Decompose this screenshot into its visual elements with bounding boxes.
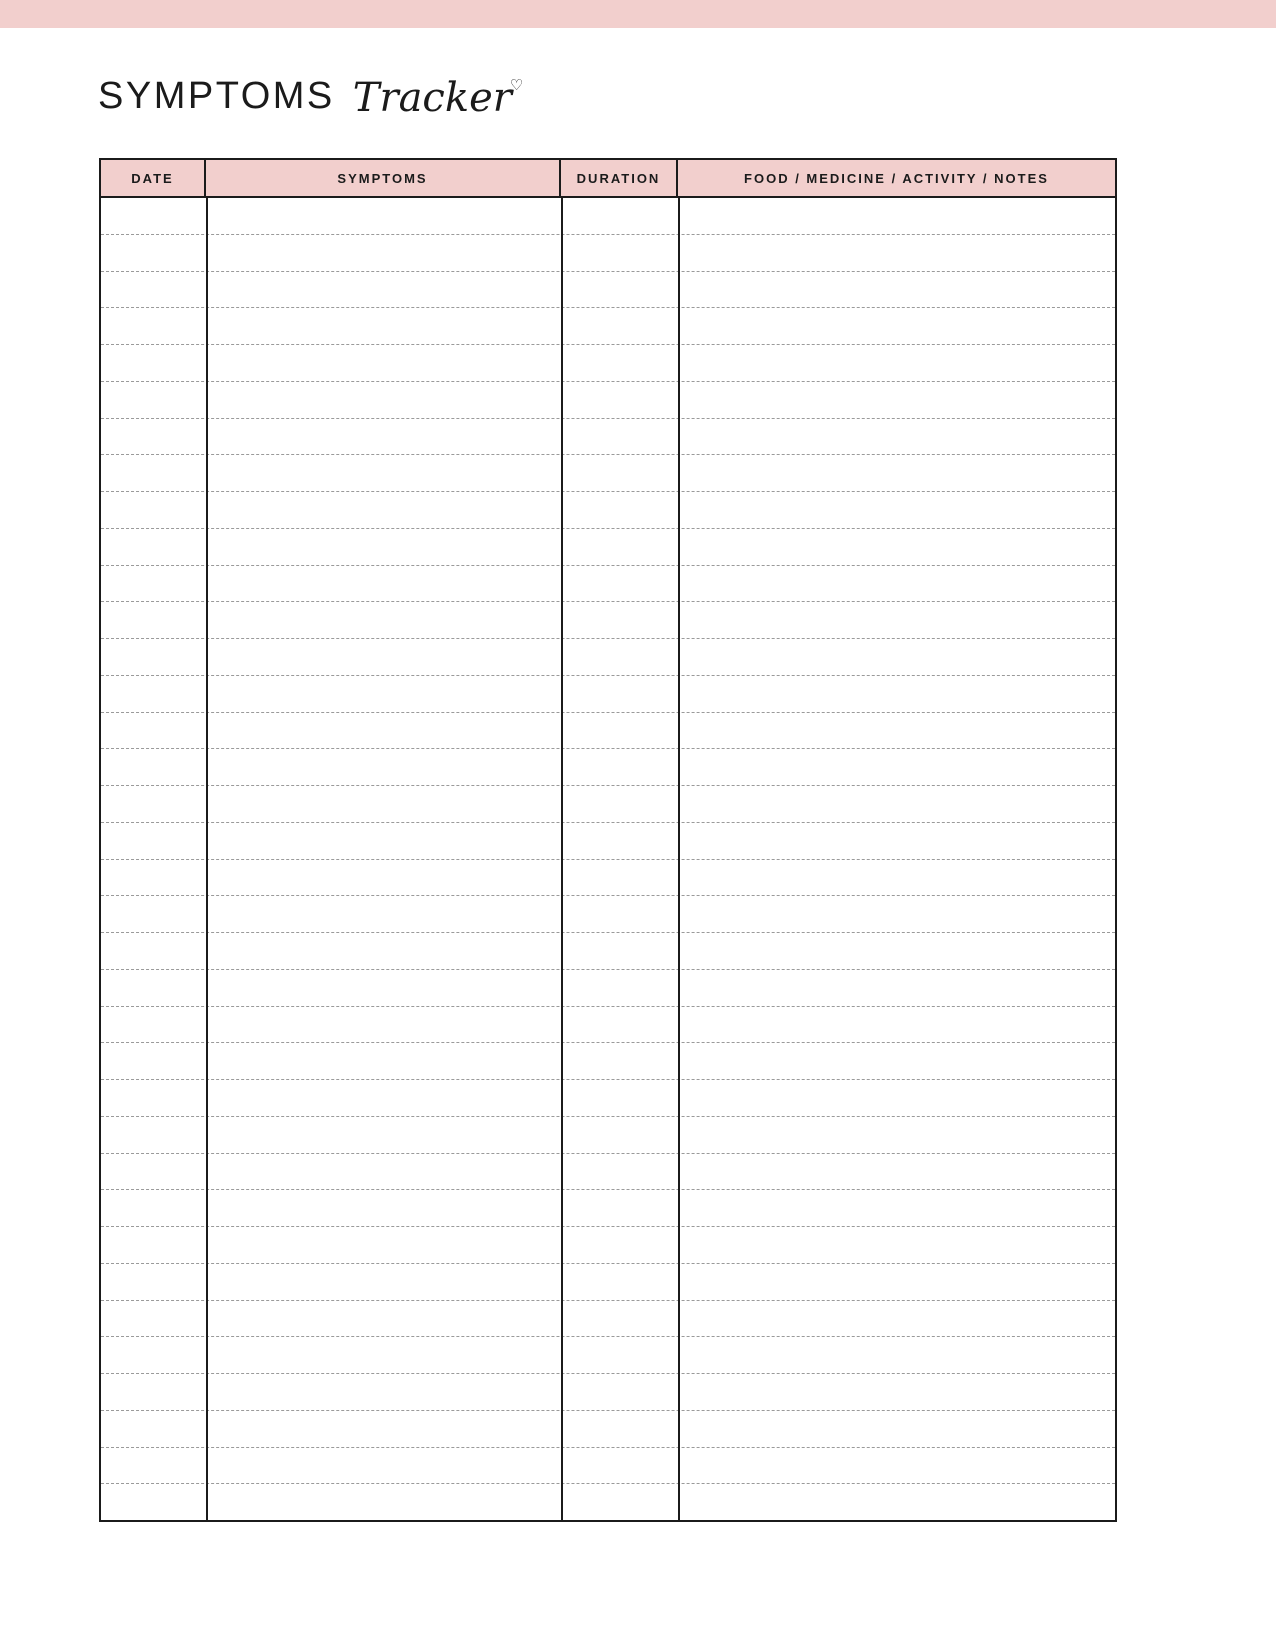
cell-dur[interactable] bbox=[561, 860, 678, 896]
table-row[interactable] bbox=[101, 639, 1115, 676]
cell-date[interactable] bbox=[101, 455, 206, 491]
cell-dur[interactable] bbox=[561, 1154, 678, 1190]
table-row[interactable] bbox=[101, 492, 1115, 529]
cell-notes[interactable] bbox=[678, 970, 1115, 1006]
cell-notes[interactable] bbox=[678, 382, 1115, 418]
page-title bbox=[98, 55, 525, 121]
cell-notes[interactable] bbox=[678, 639, 1115, 675]
cell-sym[interactable] bbox=[206, 382, 561, 418]
cell-sym[interactable] bbox=[206, 235, 561, 271]
cell-sym[interactable] bbox=[206, 1007, 561, 1043]
cell-notes[interactable] bbox=[678, 419, 1115, 455]
table-row[interactable] bbox=[101, 1448, 1115, 1485]
table-row[interactable] bbox=[101, 345, 1115, 382]
cell-dur[interactable] bbox=[561, 1337, 678, 1373]
cell-notes[interactable] bbox=[678, 786, 1115, 822]
cell-date[interactable] bbox=[101, 823, 206, 859]
cell-date[interactable] bbox=[101, 235, 206, 271]
cell-date[interactable] bbox=[101, 492, 206, 528]
cell-dur[interactable] bbox=[561, 1190, 678, 1226]
cell-notes[interactable] bbox=[678, 198, 1115, 234]
cell-notes[interactable] bbox=[678, 492, 1115, 528]
cell-date[interactable] bbox=[101, 419, 206, 455]
column-header-date: DATE bbox=[101, 160, 206, 196]
cell-date[interactable] bbox=[101, 1264, 206, 1300]
table-row[interactable] bbox=[101, 1190, 1115, 1227]
cell-sym[interactable] bbox=[206, 1117, 561, 1153]
cell-date[interactable] bbox=[101, 198, 206, 234]
cell-notes[interactable] bbox=[678, 235, 1115, 271]
cell-notes[interactable] bbox=[678, 345, 1115, 381]
cell-dur[interactable] bbox=[561, 970, 678, 1006]
cell-date[interactable] bbox=[101, 382, 206, 418]
table-body bbox=[101, 198, 1115, 1520]
cell-notes[interactable] bbox=[678, 1301, 1115, 1337]
cell-date[interactable] bbox=[101, 639, 206, 675]
table-row[interactable] bbox=[101, 1080, 1115, 1117]
cell-sym[interactable] bbox=[206, 419, 561, 455]
cell-sym[interactable] bbox=[206, 455, 561, 491]
cell-sym[interactable] bbox=[206, 272, 561, 308]
table-row[interactable] bbox=[101, 272, 1115, 309]
table-row[interactable] bbox=[101, 786, 1115, 823]
table-row[interactable] bbox=[101, 382, 1115, 419]
table-row[interactable] bbox=[101, 713, 1115, 750]
cell-dur[interactable] bbox=[561, 382, 678, 418]
cell-date[interactable] bbox=[101, 1043, 206, 1079]
cell-date[interactable] bbox=[101, 308, 206, 344]
cell-date[interactable] bbox=[101, 1448, 206, 1484]
cell-notes[interactable] bbox=[678, 676, 1115, 712]
cell-dur[interactable] bbox=[561, 419, 678, 455]
cell-notes[interactable] bbox=[678, 1227, 1115, 1263]
cell-sym[interactable] bbox=[206, 970, 561, 1006]
cell-sym[interactable] bbox=[206, 529, 561, 565]
table-row[interactable] bbox=[101, 529, 1115, 566]
cell-dur[interactable] bbox=[561, 1117, 678, 1153]
cell-notes[interactable] bbox=[678, 455, 1115, 491]
table-row[interactable] bbox=[101, 933, 1115, 970]
table-row[interactable] bbox=[101, 235, 1115, 272]
cell-dur[interactable] bbox=[561, 529, 678, 565]
cell-date[interactable] bbox=[101, 713, 206, 749]
cell-notes[interactable] bbox=[678, 1154, 1115, 1190]
cell-sym[interactable] bbox=[206, 602, 561, 638]
cell-sym[interactable] bbox=[206, 345, 561, 381]
cell-date[interactable] bbox=[101, 1301, 206, 1337]
column-header-notes: FOOD / MEDICINE / ACTIVITY / NOTES bbox=[744, 170, 1049, 186]
cell-notes[interactable] bbox=[678, 602, 1115, 638]
cell-date[interactable] bbox=[101, 1484, 206, 1520]
cell-sym[interactable] bbox=[206, 713, 561, 749]
cell-dur[interactable] bbox=[561, 676, 678, 712]
cell-notes[interactable] bbox=[678, 1080, 1115, 1116]
cell-date[interactable] bbox=[101, 676, 206, 712]
cell-notes[interactable] bbox=[678, 896, 1115, 932]
table-row[interactable] bbox=[101, 896, 1115, 933]
cell-dur[interactable] bbox=[561, 198, 678, 234]
cell-sym[interactable] bbox=[206, 308, 561, 344]
table-row[interactable] bbox=[101, 970, 1115, 1007]
cell-date[interactable] bbox=[101, 1117, 206, 1153]
cell-sym[interactable] bbox=[206, 1411, 561, 1447]
cell-notes[interactable] bbox=[678, 566, 1115, 602]
cell-dur[interactable] bbox=[561, 933, 678, 969]
table-row[interactable] bbox=[101, 860, 1115, 897]
cell-dur[interactable] bbox=[561, 1448, 678, 1484]
cell-sym[interactable] bbox=[206, 749, 561, 785]
cell-sym[interactable] bbox=[206, 1227, 561, 1263]
page-title-main: SYMPTOMS bbox=[98, 75, 335, 117]
cell-notes[interactable] bbox=[678, 308, 1115, 344]
cell-dur[interactable] bbox=[561, 308, 678, 344]
cell-notes[interactable] bbox=[678, 713, 1115, 749]
cell-dur[interactable] bbox=[561, 1484, 678, 1520]
table-row[interactable] bbox=[101, 1374, 1115, 1411]
cell-date[interactable] bbox=[101, 1411, 206, 1447]
cell-sym[interactable] bbox=[206, 1448, 561, 1484]
table-row[interactable] bbox=[101, 1337, 1115, 1374]
cell-date[interactable] bbox=[101, 566, 206, 602]
cell-dur[interactable] bbox=[561, 786, 678, 822]
cell-dur[interactable] bbox=[561, 345, 678, 381]
table-row[interactable] bbox=[101, 1301, 1115, 1338]
cell-sym[interactable] bbox=[206, 566, 561, 602]
cell-notes[interactable] bbox=[678, 1337, 1115, 1373]
cell-notes[interactable] bbox=[678, 1043, 1115, 1079]
cell-date[interactable] bbox=[101, 1007, 206, 1043]
cell-date[interactable] bbox=[101, 602, 206, 638]
table-row[interactable] bbox=[101, 1154, 1115, 1191]
table-row[interactable] bbox=[101, 1484, 1115, 1520]
column-divider-symptoms bbox=[561, 198, 563, 1520]
cell-dur[interactable] bbox=[561, 455, 678, 491]
cell-notes[interactable] bbox=[678, 1117, 1115, 1153]
cell-dur[interactable] bbox=[561, 749, 678, 785]
cell-date[interactable] bbox=[101, 1337, 206, 1373]
table-row[interactable] bbox=[101, 1411, 1115, 1448]
cell-dur[interactable] bbox=[561, 1080, 678, 1116]
cell-sym[interactable] bbox=[206, 198, 561, 234]
cell-sym[interactable] bbox=[206, 1301, 561, 1337]
column-divider-duration bbox=[678, 198, 680, 1520]
cell-date[interactable] bbox=[101, 786, 206, 822]
table-row[interactable] bbox=[101, 198, 1115, 235]
cell-date[interactable] bbox=[101, 1374, 206, 1410]
table-row[interactable] bbox=[101, 749, 1115, 786]
cell-dur[interactable] bbox=[561, 1007, 678, 1043]
cell-date[interactable] bbox=[101, 1227, 206, 1263]
table-header-row bbox=[101, 160, 1115, 198]
cell-dur[interactable] bbox=[561, 272, 678, 308]
table-row[interactable] bbox=[101, 455, 1115, 492]
cell-dur[interactable] bbox=[561, 492, 678, 528]
cell-notes[interactable] bbox=[678, 1484, 1115, 1520]
table-row[interactable] bbox=[101, 1007, 1115, 1044]
cell-date[interactable] bbox=[101, 933, 206, 969]
cell-date[interactable] bbox=[101, 272, 206, 308]
cell-dur[interactable] bbox=[561, 235, 678, 271]
cell-sym[interactable] bbox=[206, 933, 561, 969]
cell-notes[interactable] bbox=[678, 933, 1115, 969]
cell-sym[interactable] bbox=[206, 1484, 561, 1520]
cell-dur[interactable] bbox=[561, 602, 678, 638]
cell-date[interactable] bbox=[101, 345, 206, 381]
table-row[interactable] bbox=[101, 566, 1115, 603]
table-row[interactable] bbox=[101, 1227, 1115, 1264]
cell-date[interactable] bbox=[101, 860, 206, 896]
cell-sym[interactable] bbox=[206, 492, 561, 528]
cell-notes[interactable] bbox=[678, 1374, 1115, 1410]
cell-sym[interactable] bbox=[206, 676, 561, 712]
cell-notes[interactable] bbox=[678, 749, 1115, 785]
table-row[interactable] bbox=[101, 1264, 1115, 1301]
cell-date[interactable] bbox=[101, 749, 206, 785]
cell-date[interactable] bbox=[101, 1154, 206, 1190]
column-header-duration: DURATION bbox=[561, 160, 678, 196]
cell-sym[interactable] bbox=[206, 1043, 561, 1079]
cell-sym[interactable] bbox=[206, 1374, 561, 1410]
symptoms-table bbox=[99, 158, 1117, 1522]
cell-dur[interactable] bbox=[561, 823, 678, 859]
cell-notes[interactable] bbox=[678, 823, 1115, 859]
cell-sym[interactable] bbox=[206, 1190, 561, 1226]
column-header-symptoms: SYMPTOMS bbox=[206, 160, 561, 196]
cell-notes[interactable] bbox=[678, 860, 1115, 896]
cell-notes[interactable] bbox=[678, 1190, 1115, 1226]
table-row[interactable] bbox=[101, 823, 1115, 860]
heart-icon: ♡ bbox=[509, 77, 524, 94]
cell-sym[interactable] bbox=[206, 896, 561, 932]
cell-date[interactable] bbox=[101, 970, 206, 1006]
cell-dur[interactable] bbox=[561, 896, 678, 932]
cell-notes[interactable] bbox=[678, 1264, 1115, 1300]
cell-dur[interactable] bbox=[561, 1301, 678, 1337]
cell-sym[interactable] bbox=[206, 1264, 561, 1300]
cell-dur[interactable] bbox=[561, 1227, 678, 1263]
cell-sym[interactable] bbox=[206, 786, 561, 822]
column-divider-date bbox=[206, 198, 208, 1520]
table-row[interactable] bbox=[101, 1117, 1115, 1154]
cell-dur[interactable] bbox=[561, 1411, 678, 1447]
cell-date[interactable] bbox=[101, 1190, 206, 1226]
table-rows bbox=[101, 198, 1115, 1520]
cell-sym[interactable] bbox=[206, 1337, 561, 1373]
table-row[interactable] bbox=[101, 602, 1115, 639]
cell-date[interactable] bbox=[101, 896, 206, 932]
cell-notes[interactable] bbox=[678, 1007, 1115, 1043]
page-title-script: Tracker bbox=[352, 75, 512, 121]
cell-date[interactable] bbox=[101, 529, 206, 565]
cell-notes[interactable] bbox=[678, 529, 1115, 565]
table-row[interactable] bbox=[101, 419, 1115, 456]
cell-dur[interactable] bbox=[561, 566, 678, 602]
cell-notes[interactable] bbox=[678, 1411, 1115, 1447]
cell-dur[interactable] bbox=[561, 639, 678, 675]
cell-sym[interactable] bbox=[206, 1154, 561, 1190]
cell-dur[interactable] bbox=[561, 713, 678, 749]
cell-notes[interactable] bbox=[678, 272, 1115, 308]
cell-dur[interactable] bbox=[561, 1043, 678, 1079]
cell-sym[interactable] bbox=[206, 823, 561, 859]
top-accent-band bbox=[0, 0, 1276, 28]
cell-notes[interactable] bbox=[678, 1448, 1115, 1484]
cell-dur[interactable] bbox=[561, 1264, 678, 1300]
cell-dur[interactable] bbox=[561, 1374, 678, 1410]
cell-sym[interactable] bbox=[206, 860, 561, 896]
cell-date[interactable] bbox=[101, 1080, 206, 1116]
cell-sym[interactable] bbox=[206, 1080, 561, 1116]
cell-sym[interactable] bbox=[206, 639, 561, 675]
table-row[interactable] bbox=[101, 308, 1115, 345]
table-row[interactable] bbox=[101, 676, 1115, 713]
table-row[interactable] bbox=[101, 1043, 1115, 1080]
